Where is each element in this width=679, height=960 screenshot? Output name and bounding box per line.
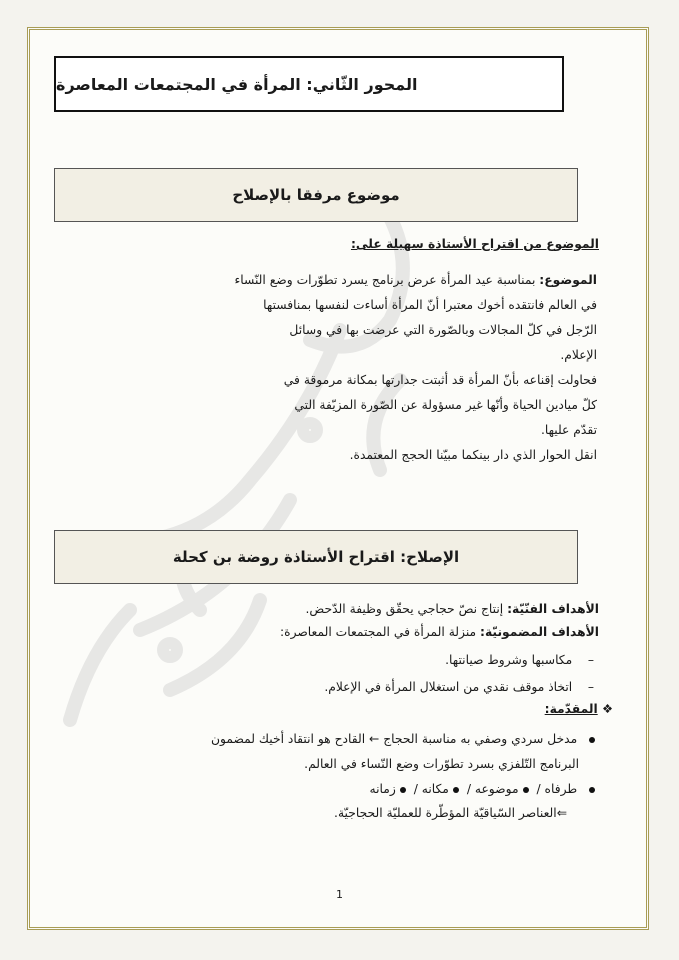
goals-item-2-text: اتخاذ موقف نقدي من استغلال المرأة في الإعلام. <box>324 680 573 694</box>
goals-item-1 <box>445 648 594 673</box>
intro-bullet-2-part-3: مكانه / <box>413 782 449 796</box>
subject-line-4: الإعلام. <box>560 348 597 362</box>
subject-line-7: تقدّم عليها. <box>540 423 597 437</box>
intro-bullet-2-part-1: طرفاه / <box>536 782 578 796</box>
intro-conclusion: ⇐العناصر السّياقيّة المؤطّرة للعمليّة الحجاجيّة. <box>334 806 567 820</box>
diamond-bullet-icon: ❖ <box>601 702 613 716</box>
intro-bullet-2-part-4: زمانه <box>369 782 396 796</box>
subject-line-2: في العالم فانتقده أخوك معتبرا أنّ المرأة أساءت لنفسها بمنافستها <box>263 298 597 312</box>
intro-heading-text: المقدّمة: <box>544 702 598 716</box>
dash-icon: – <box>587 680 594 694</box>
goals-artistic-text: إنتاج نصّ حجاجي يحقّق وظيفة الدّحض. <box>305 602 508 616</box>
goals-artistic <box>306 597 599 622</box>
intro-bullet-1-line-2: البرنامج التّلفزي بسرد تطوّرات وضع النّساء في العالم. <box>304 757 579 771</box>
subject-label: الموضوع: <box>539 273 597 287</box>
subject-text-1: بمناسبة عيد المرأة عرض برنامج يسرد تطوّرات وضع النّساء <box>234 273 540 287</box>
intro-bullet-1-text: مدخل سردي وصفي به مناسبة الحجاج ← القادح هو انتقاد أخيك لمضمون <box>211 732 578 746</box>
subject-line-1 <box>234 268 597 293</box>
subject-source: الموضوع من اقتراح الأستاذة سهيلة على: <box>350 237 599 251</box>
subject-line-5: فحاولت إقناعه بأنّ المرأة قد أثبتت جدارتها بمكانة مرموقة في <box>283 373 597 387</box>
goals-item-1-text: مكاسبها وشروط صيانتها. <box>445 653 573 667</box>
dash-icon: – <box>587 653 594 667</box>
bullet-icon <box>589 737 595 743</box>
subject-line-3: الرّجل في كلّ المجالات وبالصّورة التي عرضت بها في وسائل <box>289 323 597 337</box>
page-number: 1 <box>336 888 343 901</box>
subject-line-6: كلّ ميادين الحياة وأنّها غير مسؤولة عن الصّورة المزيّفة التي <box>294 398 597 412</box>
bullet-icon <box>523 787 529 793</box>
intro-heading <box>545 697 613 722</box>
intro-bullet-2 <box>369 777 599 802</box>
goals-content-label: الأهداف المضمونيّة: <box>480 625 599 639</box>
bullet-icon <box>400 787 406 793</box>
bullet-icon <box>589 787 595 793</box>
subject-band <box>54 168 578 222</box>
goals-content-text: منزلة المرأة في المجتمعات المعاصرة: <box>279 625 481 639</box>
correction-band <box>54 530 578 584</box>
correction-band-label: الإصلاح: اقتراح الأستاذة روضة بن كحلة <box>172 548 460 566</box>
subject-line-8: انقل الحوار الذي دار بينكما مبيّنا الحجج المعتمدة. <box>349 448 597 462</box>
axis-title: المحور الثّاني: المرأة في المجتمعات المعاصرة <box>56 74 418 94</box>
axis-title-box <box>54 56 564 112</box>
subject-band-label: موضوع مرفقا بالإصلاح <box>232 186 400 204</box>
intro-bullet-1-line-1 <box>211 727 599 752</box>
goals-artistic-label: الأهداف الفنّيّة: <box>507 602 599 616</box>
intro-bullet-2-part-2: موضوعه / <box>466 782 519 796</box>
goals-content <box>280 620 599 645</box>
bullet-icon <box>453 787 459 793</box>
